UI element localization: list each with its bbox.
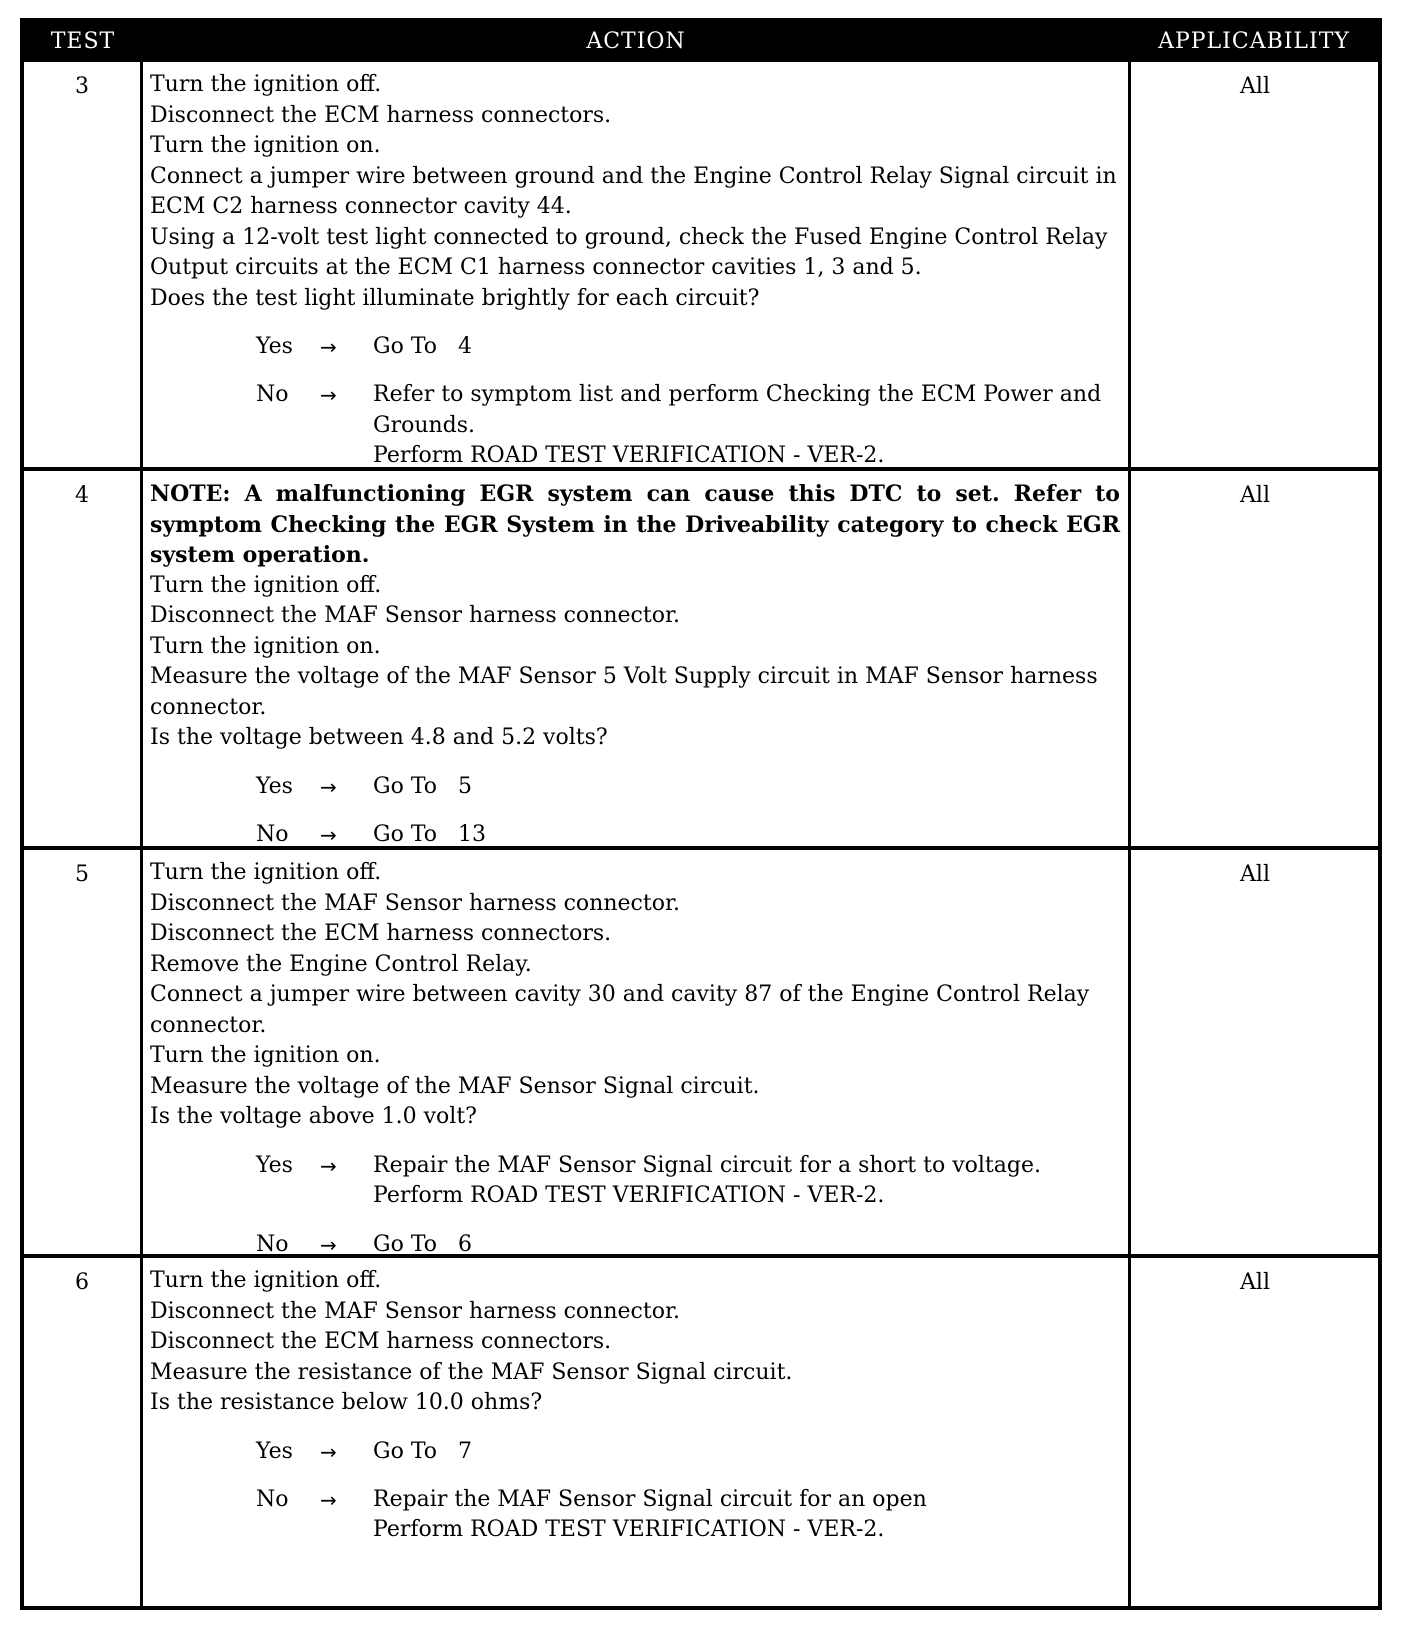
yes-result-line: Perform ROAD TEST VERIFICATION - VER-2.: [373, 1183, 885, 1208]
test-number: 5: [75, 862, 89, 887]
action-step: Turn the ignition off.: [150, 572, 382, 598]
no-result-line: Repair the MAF Sensor Signal circuit for an open: [373, 1486, 927, 1512]
action-step: Turn the ignition on.: [150, 633, 381, 659]
action-step: Disconnect the ECM harness connectors.: [150, 1329, 612, 1354]
action-cell: [150, 479, 1120, 850]
action-step: Turn the ignition on.: [150, 133, 381, 158]
column-divider: [140, 62, 143, 467]
action-step: Does the test light illuminate brightly for each circuit?: [150, 285, 760, 311]
no-label: No: [256, 1231, 289, 1257]
action-step: Remove the Engine Control Relay.: [150, 951, 532, 977]
yes-branch: [150, 332, 1120, 362]
column-divider: [140, 850, 143, 1254]
yes-result: Go To 4: [373, 334, 472, 359]
action-step: Using a 12-volt test light connected to ground, check the Fused Engine Control Relay Output circuits at the ECM C1 harness connector cavities 1, 3 and 5.: [150, 224, 1108, 280]
yes-branch: [150, 772, 1120, 802]
no-result: Go To 13: [373, 821, 486, 847]
no-result-line: Perform ROAD TEST VERIFICATION - VER-2.: [373, 443, 885, 468]
column-divider: [140, 471, 143, 846]
test-number: 4: [75, 483, 89, 508]
applicability-value: All: [1240, 1270, 1270, 1295]
column-divider: [140, 1258, 143, 1606]
no-branch: [150, 380, 1120, 472]
action-step: Turn the ignition on.: [150, 1043, 381, 1068]
right-arrow-icon: →: [320, 1232, 337, 1257]
column-divider: [1128, 471, 1131, 846]
no-result: [373, 380, 1118, 472]
no-label: No: [256, 382, 289, 407]
applicability-value: All: [1240, 483, 1270, 508]
test-number: 6: [75, 1270, 89, 1295]
right-arrow-icon: →: [320, 335, 337, 359]
action-step: Connect a jumper wire between cavity 30 and cavity 87 of the Engine Control Relay connector.: [150, 982, 1090, 1038]
table-header: [24, 22, 1378, 62]
column-divider: [1128, 1258, 1131, 1606]
header-applicability: APPLICABILITY: [1158, 29, 1350, 54]
yes-label: Yes: [256, 334, 293, 359]
header-action: ACTION: [586, 29, 686, 54]
yes-label: Yes: [256, 773, 293, 799]
action-step: Connect a jumper wire between ground and the Engine Control Relay Signal circuit in ECM C2 harness connector cavity 44.: [150, 163, 1117, 219]
right-arrow-icon: →: [320, 822, 337, 847]
right-arrow-icon: →: [320, 1487, 337, 1512]
action-step: Is the voltage between 4.8 and 5.2 volts?: [150, 725, 608, 750]
action-step: Is the resistance below 10.0 ohms?: [150, 1390, 543, 1415]
test-row-6: [24, 1254, 1378, 1606]
no-result-line: Perform ROAD TEST VERIFICATION - VER-2.: [373, 1517, 885, 1542]
no-result: [373, 1485, 1118, 1546]
action-cell: [150, 858, 1120, 1260]
note-text: NOTE: A malfunctioning EGR system can cause this DTC to set. Refer to symptom Checking the EGR System in the Driveability category to check EGR system operation.: [150, 481, 1120, 568]
header-test: TEST: [50, 29, 116, 54]
action-step: Measure the voltage of the MAF Sensor Signal circuit.: [150, 1073, 760, 1099]
action-step: Turn the ignition off.: [150, 1268, 382, 1293]
action-step: Disconnect the MAF Sensor harness connector.: [150, 603, 681, 628]
action-step: Measure the resistance of the MAF Sensor Signal circuit.: [150, 1359, 793, 1385]
yes-result-line: Repair the MAF Sensor Signal circuit for a short to voltage.: [373, 1152, 1041, 1178]
action-step: Disconnect the MAF Sensor harness connector.: [150, 890, 681, 916]
applicability-value: All: [1240, 74, 1270, 99]
action-step: Turn the ignition off.: [150, 860, 382, 885]
test-row-4: [24, 467, 1378, 846]
yes-result: [373, 1151, 1118, 1212]
action-step: Is the voltage above 1.0 volt?: [150, 1104, 477, 1129]
right-arrow-icon: →: [320, 1439, 337, 1464]
right-arrow-icon: →: [320, 774, 337, 799]
no-label: No: [256, 1486, 289, 1512]
action-step: Measure the voltage of the MAF Sensor 5 Volt Supply circuit in MAF Sensor harness connector.: [150, 664, 1098, 720]
test-row-3: [24, 62, 1378, 467]
yes-result: Go To 5: [373, 773, 472, 799]
no-branch: [150, 820, 1120, 850]
yes-branch: [150, 1437, 1120, 1467]
action-step: Turn the ignition off.: [150, 72, 382, 97]
no-result-line: Refer to symptom list and perform Checking the ECM Power and Grounds.: [373, 382, 1102, 438]
action-step: Disconnect the MAF Sensor harness connector.: [150, 1298, 681, 1324]
right-arrow-icon: →: [320, 383, 337, 407]
action-cell: [150, 1266, 1120, 1546]
yes-label: Yes: [256, 1152, 293, 1178]
applicability-value: All: [1240, 862, 1270, 887]
yes-result: Go To 7: [373, 1438, 472, 1464]
no-branch: [150, 1485, 1120, 1546]
column-divider: [1128, 62, 1131, 467]
right-arrow-icon: →: [320, 1153, 337, 1178]
action-step: Disconnect the ECM harness connectors.: [150, 102, 612, 128]
yes-label: Yes: [256, 1438, 293, 1464]
action-step: Disconnect the ECM harness connectors.: [150, 921, 612, 946]
yes-branch: [150, 1151, 1120, 1212]
no-result: Go To 6: [373, 1231, 472, 1257]
action-cell: [150, 70, 1120, 472]
no-label: No: [256, 821, 289, 847]
diagnostic-test-table: [20, 18, 1382, 1610]
test-number: 3: [75, 74, 89, 99]
column-divider: [1128, 850, 1131, 1254]
test-row-5: [24, 846, 1378, 1257]
